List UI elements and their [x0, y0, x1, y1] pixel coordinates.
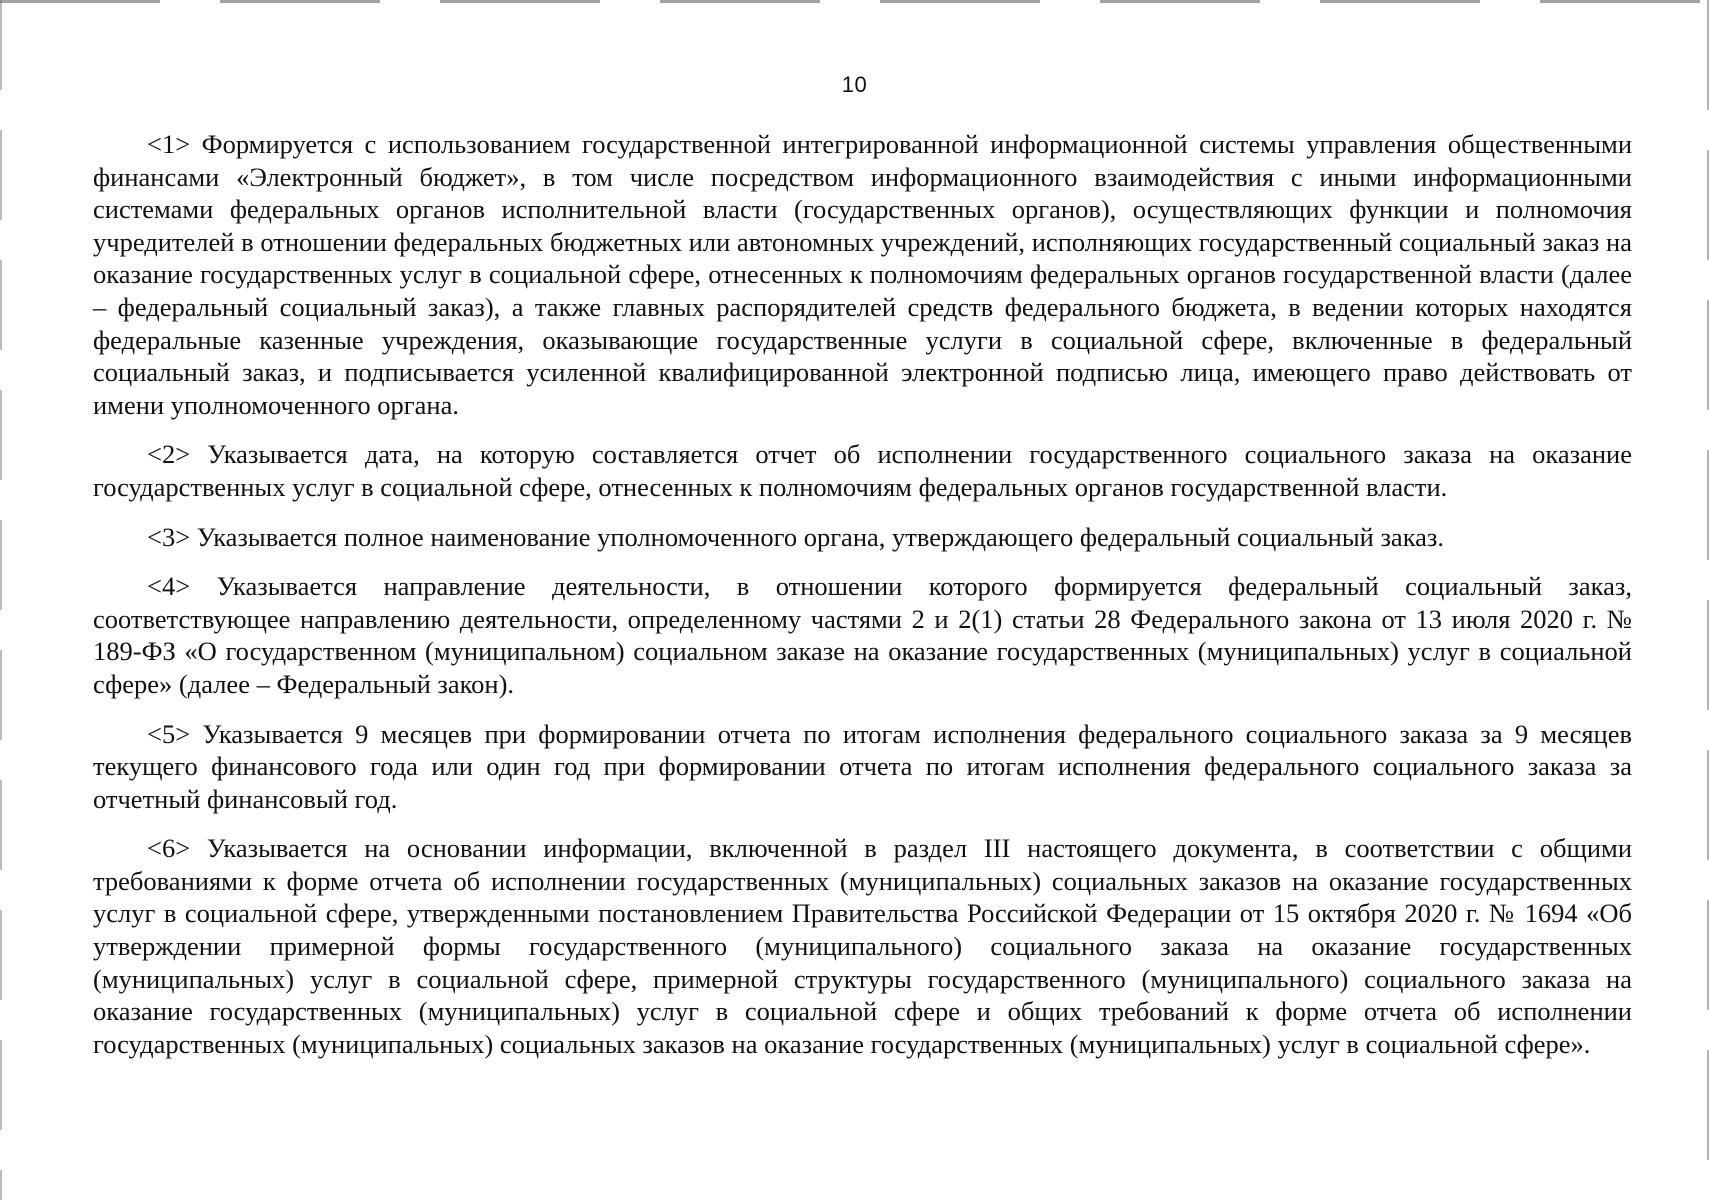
footnote-3: <3> Указывается полное наименование уполномоченного органа, утверждающего федеральный социальный заказ.	[147, 521, 1445, 552]
scan-edge-left	[0, 0, 2, 1200]
scan-edge-top	[0, 0, 1709, 3]
footnote-6: <6> Указывается на основании информации, включенной в раздел III настоящего документа, в соответствии с общими требованиями к форме отчета об исполнении государственных (муниципальных) социальных заказов на оказание государственных услуг в социальной сфере, утвержденными постановлением Правительства Российской Федерации от 15 октября 2020 г. № 1694 «Об утверждении примерной формы государственного (муниципального) социального заказа на оказание государственных (муниципальных) услуг в социальной сфере, примерной структуры государственного (муниципального) социального заказа на оказание государственных (муниципальных) услуг в социальной сфере и общих требований к форме отчета об исполнении государственных (муниципальных) социальных заказов на оказание государственных (муниципальных) услуг в социальной сфере».	[93, 833, 1632, 1059]
footnotes-section	[93, 128, 1632, 1077]
footnote-1: <1> Формируется с использованием государственной интегрированной информационной системы управления общественными финансами «Электронный бюджет», в том числе посредством информационного взаимодействия с иными информационными системами федеральных органов исполнительной власти (государственных органов), осуществляющих функции и полномочия учредителей в отношении федеральных бюджетных или автономных учреждений, исполняющих государственный социальный заказ на оказание государственных услуг в социальной сфере, отнесенных к полномочиям федеральных органов государственной власти (далее – федеральный социальный заказ), а также главных распорядителей средств федерального бюджета, в ведении которых находятся федеральные казенные учреждения, оказывающие государственные услуги в социальной сфере, включенные в федеральный социальный заказ, и подписывается усиленной квалифицированной электронной подписью лица, имеющего право действовать от имени уполномоченного органа.	[93, 129, 1632, 420]
footnote-2: <2> Указывается дата, на которую составляется отчет об исполнении государственного социального заказа на оказание государственных услуг в социальной сфере, отнесенных к полномочиям федеральных органов государственной власти.	[93, 439, 1632, 502]
footnote-5: <5> Указывается 9 месяцев при формировании отчета по итогам исполнения федерального социального заказа за 9 месяцев текущего финансового года или один год при формировании отчета по итогам исполнения федерального социального заказа за отчетный финансовый год.	[93, 718, 1632, 814]
footnote-4: <4> Указывается направление деятельности, в отношении которого формируется федеральный социальный заказ, соответствующее направлению деятельности, определенному частями 2 и 2(1) статьи 28 Федерального закона от 13 июля 2020 г. № 189-ФЗ «О государственном (муниципальном) социальном заказе на оказание государственных (муниципальных) услуг в социальной сфере» (далее – Федеральный закон).	[93, 571, 1632, 699]
page-number: 10	[841, 72, 868, 97]
